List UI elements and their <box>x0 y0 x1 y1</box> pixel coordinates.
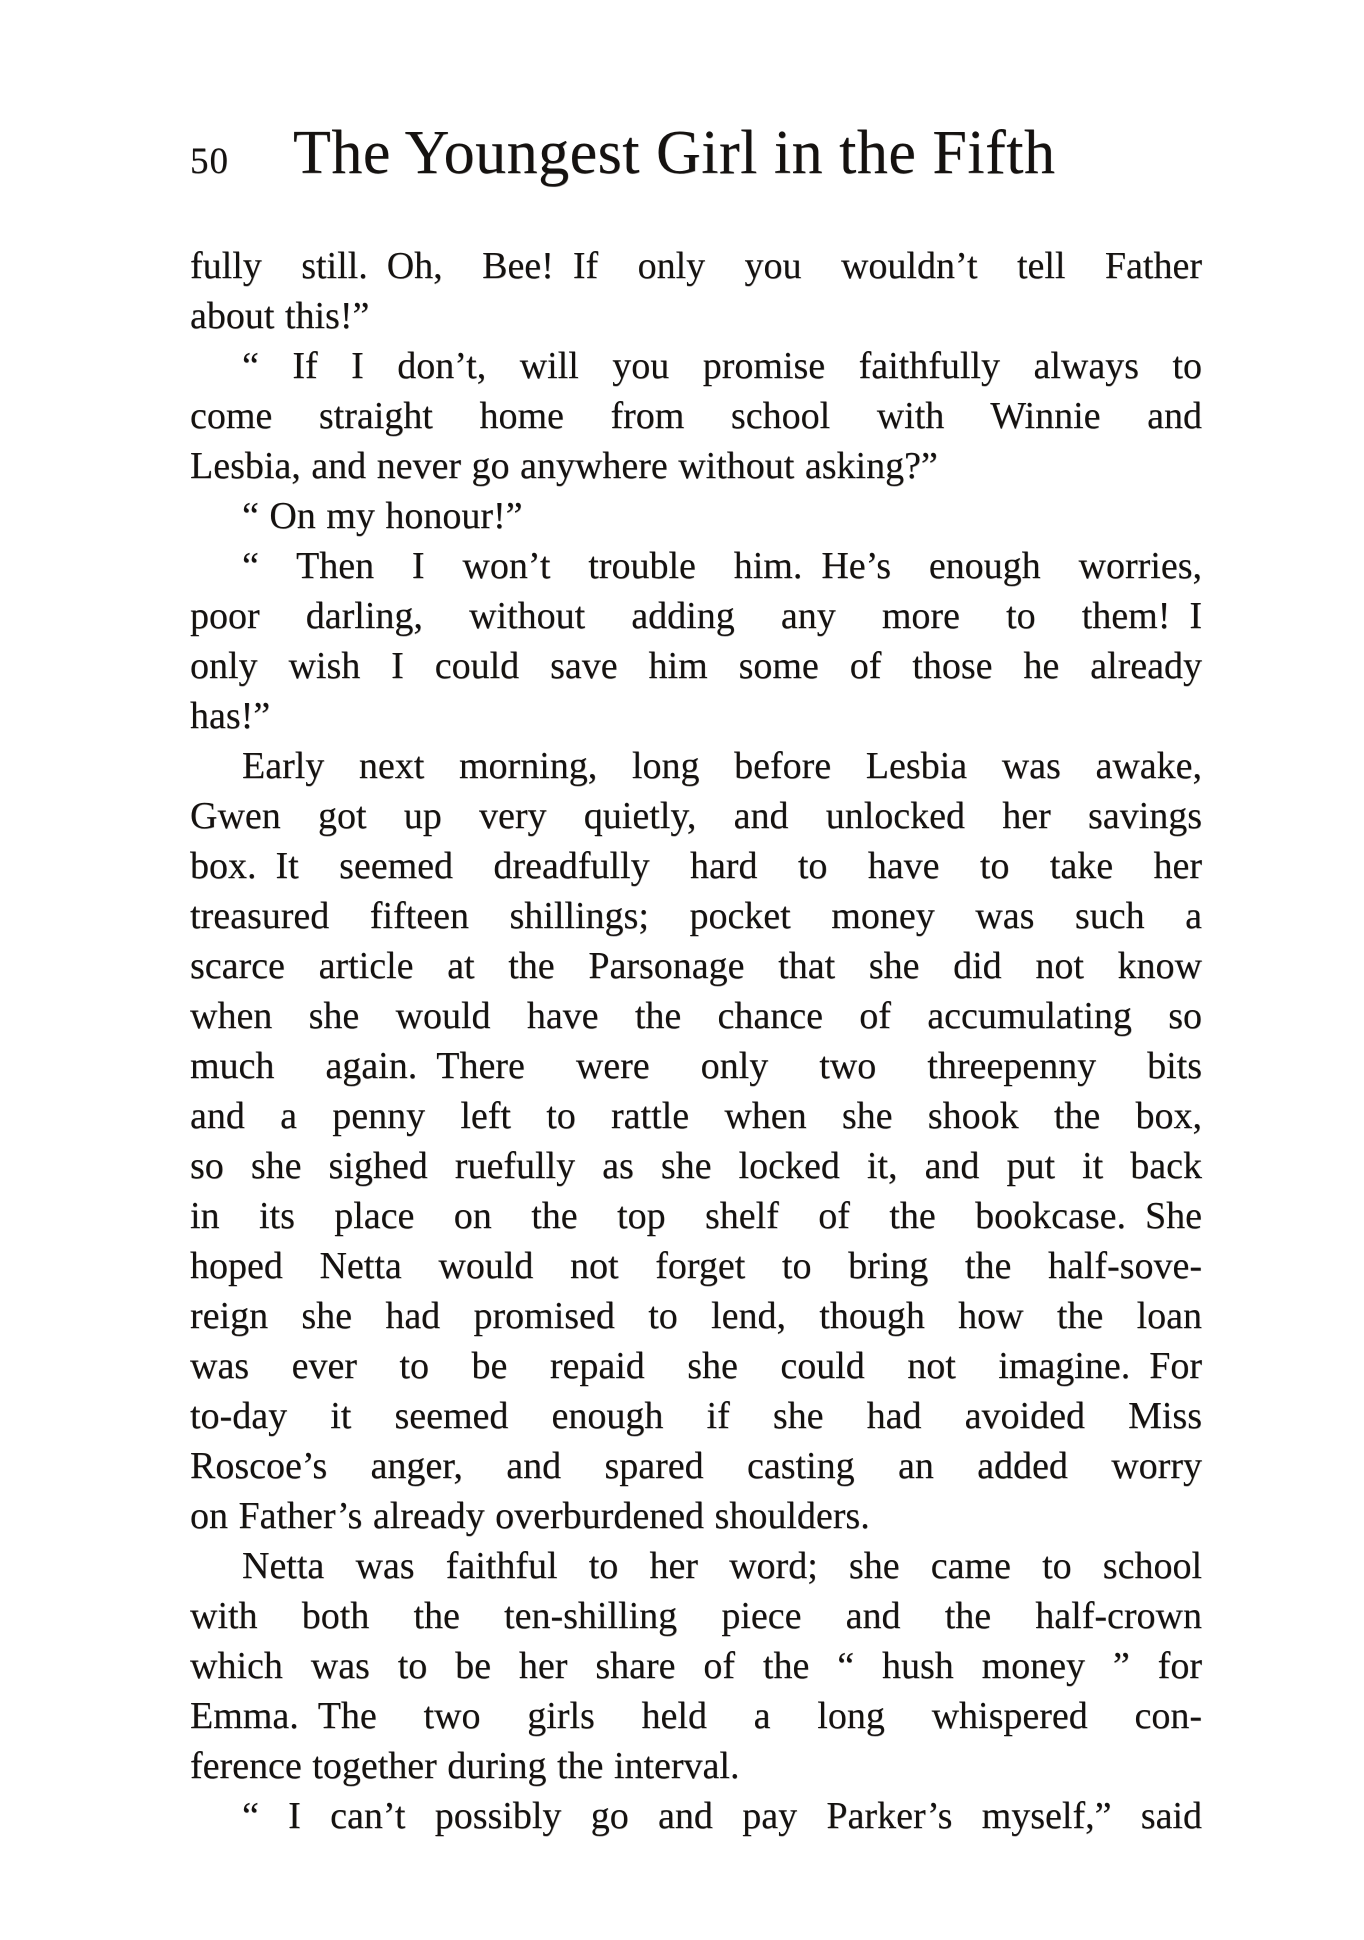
text-line: scarce article at the Parsonage that she did not know <box>190 945 1202 987</box>
page-title: The Youngest Girl in the Fifth <box>293 119 1056 187</box>
text-line: only wish I could save him some of those he already <box>190 645 1202 687</box>
paragraph <box>190 741 1202 1541</box>
text-line: treasured fifteen shillings; pocket money was such a <box>190 895 1202 937</box>
text-line: was ever to be repaid she could not imagine. For <box>190 1345 1202 1387</box>
text-line: much again. There were only two threepenny bits <box>190 1045 1202 1087</box>
page-number: 50 <box>190 141 229 182</box>
paragraph <box>190 491 1202 541</box>
text-line: when she would have the chance of accumulating so <box>190 995 1202 1037</box>
paragraph <box>190 241 1202 341</box>
paragraph <box>190 341 1202 491</box>
text-line: so she sighed ruefully as she locked it, and put it back <box>190 1145 1202 1187</box>
text-line: Early next morning, long before Lesbia was awake, <box>242 745 1202 787</box>
text-line: fully still. Oh, Bee! If only you wouldn’t tell Father <box>190 245 1202 287</box>
text-line: Lesbia, and never go anywhere without asking?” <box>190 445 938 487</box>
text-block <box>190 241 1202 1841</box>
text-line: Gwen got up very quietly, and unlocked her savings <box>190 795 1202 837</box>
text-line: Roscoe’s anger, and spared casting an added worry <box>190 1445 1202 1487</box>
text-line: poor darling, without adding any more to them! I <box>190 595 1202 637</box>
text-line: has!” <box>190 695 271 737</box>
text-line: “ If I don’t, will you promise faithfully always to <box>242 345 1202 387</box>
text-line: Emma. The two girls held a long whispered con- <box>190 1695 1202 1737</box>
text-line: “ Then I won’t trouble him. He’s enough worries, <box>242 545 1202 587</box>
text-line: which was to be her share of the “ hush money ” for <box>190 1645 1202 1687</box>
text-line: hoped Netta would not forget to bring the half-sove- <box>190 1245 1202 1287</box>
text-line: with both the ten-shilling piece and the half-crown <box>190 1595 1202 1637</box>
text-line: to-day it seemed enough if she had avoided Miss <box>190 1395 1202 1437</box>
text-line: on Father’s already overburdened shoulders. <box>190 1495 870 1537</box>
text-line: Netta was faithful to her word; she came to school <box>242 1545 1202 1587</box>
text-line: come straight home from school with Winnie and <box>190 395 1202 437</box>
text-line: and a penny left to rattle when she shook the box, <box>190 1095 1202 1137</box>
text-line: box. It seemed dreadfully hard to have to take her <box>190 845 1202 887</box>
text-line: about this!” <box>190 295 370 337</box>
text-line: in its place on the top shelf of the bookcase. She <box>190 1195 1202 1237</box>
text-line: “ On my honour!” <box>242 495 523 537</box>
text-line: ference together during the interval. <box>190 1745 740 1787</box>
paragraph <box>190 541 1202 741</box>
paragraph <box>190 1541 1202 1791</box>
page-header <box>190 118 1202 189</box>
text-line: “ I can’t possibly go and pay Parker’s myself,” said <box>242 1795 1202 1837</box>
text-line: reign she had promised to lend, though how the loan <box>190 1295 1202 1337</box>
paragraph <box>190 1791 1202 1841</box>
